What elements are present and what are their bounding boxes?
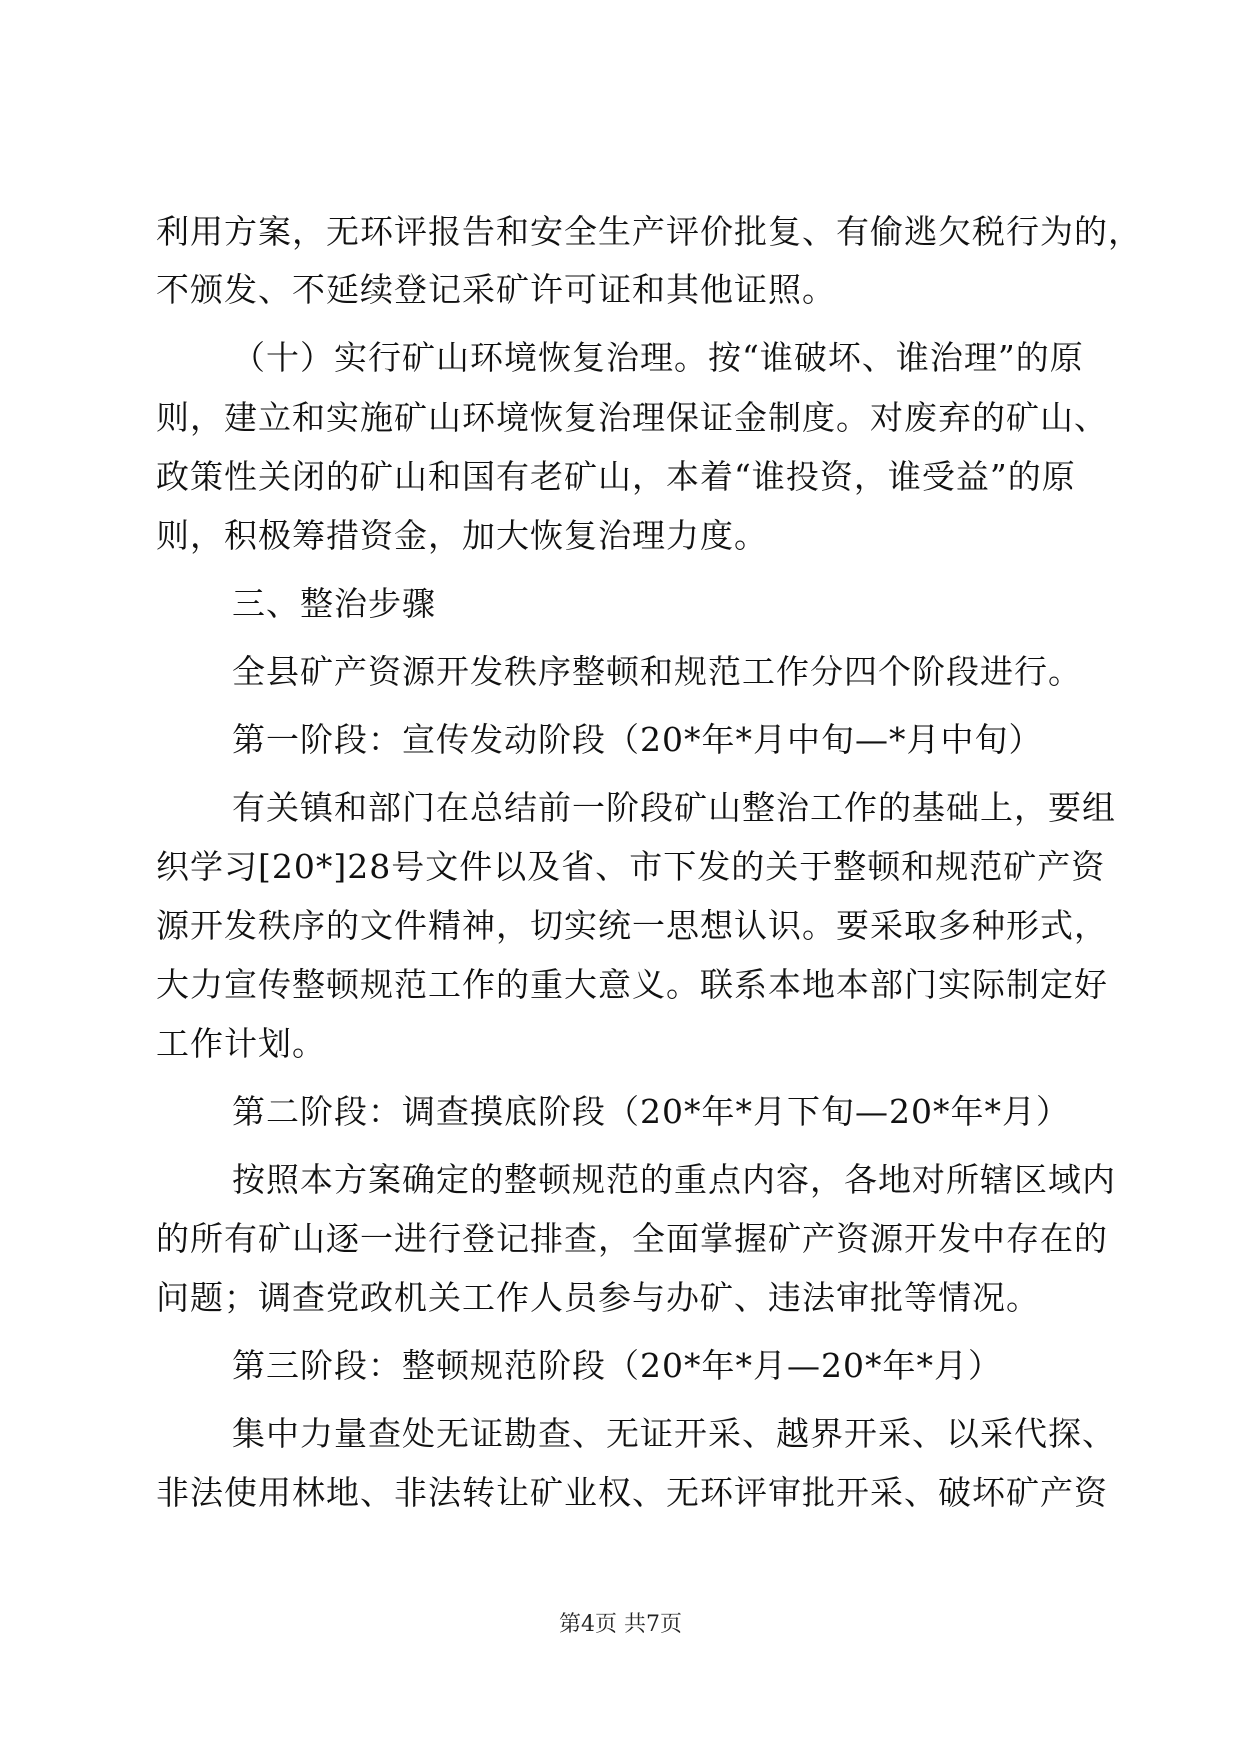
text-line: 大力宣传整顿规范工作的重大意义。联系本地本部门实际制定好 xyxy=(156,965,1108,1004)
text-line: 则，积极筹措资金，加大恢复治理力度。 xyxy=(156,516,768,555)
text-line: 有关镇和部门在总结前一阶段矿山整治工作的基础上，要组 xyxy=(232,788,1116,827)
text-line: 则，建立和实施矿山环境恢复治理保证金制度。对废弃的矿山、 xyxy=(156,398,1108,437)
text-line: 的所有矿山逐一进行登记排查，全面掌握矿产资源开发中存在的 xyxy=(156,1219,1108,1258)
text-line: 不颁发、不延续登记采矿许可证和其他证照。 xyxy=(156,270,836,309)
text-line: 利用方案，无环评报告和安全生产评价批复、有偷逃欠税行为的， xyxy=(156,212,1142,251)
phase-heading: 第二阶段：调查摸底阶段（20*年*月下旬—20*年*月） xyxy=(232,1092,1070,1131)
page-number-footer: 第4页 共7页 xyxy=(559,1612,682,1637)
text-line: 集中力量查处无证勘查、无证开采、越界开采、以采代探、 xyxy=(232,1414,1116,1453)
phase-heading: 第一阶段：宣传发动阶段（20*年*月中旬—*月中旬） xyxy=(232,720,1043,759)
text-line: （十）实行矿山环境恢复治理。按“谁破坏、谁治理”的原 xyxy=(232,338,1084,377)
text-line: 问题；调查党政机关工作人员参与办矿、违法审批等情况。 xyxy=(156,1278,1040,1317)
text-line: 非法使用林地、非法转让矿业权、无环评审批开采、破坏矿产资 xyxy=(156,1473,1108,1512)
text-line: 按照本方案确定的整顿规范的重点内容，各地对所辖区域内 xyxy=(232,1160,1116,1199)
text-line: 工作计划。 xyxy=(156,1024,326,1063)
section-heading: 三、整治步骤 xyxy=(232,584,436,623)
text-line: 政策性关闭的矿山和国有老矿山，本着“谁投资，谁受益”的原 xyxy=(156,457,1076,496)
text-line: 全县矿产资源开发秩序整顿和规范工作分四个阶段进行。 xyxy=(232,652,1082,691)
text-line: 源开发秩序的文件精神，切实统一思想认识。要采取多种形式， xyxy=(156,906,1108,945)
text-line: 织学习[20*]28号文件以及省、市下发的关于整顿和规范矿产资 xyxy=(156,847,1106,886)
phase-heading: 第三阶段：整顿规范阶段（20*年*月—20*年*月） xyxy=(232,1346,1002,1385)
